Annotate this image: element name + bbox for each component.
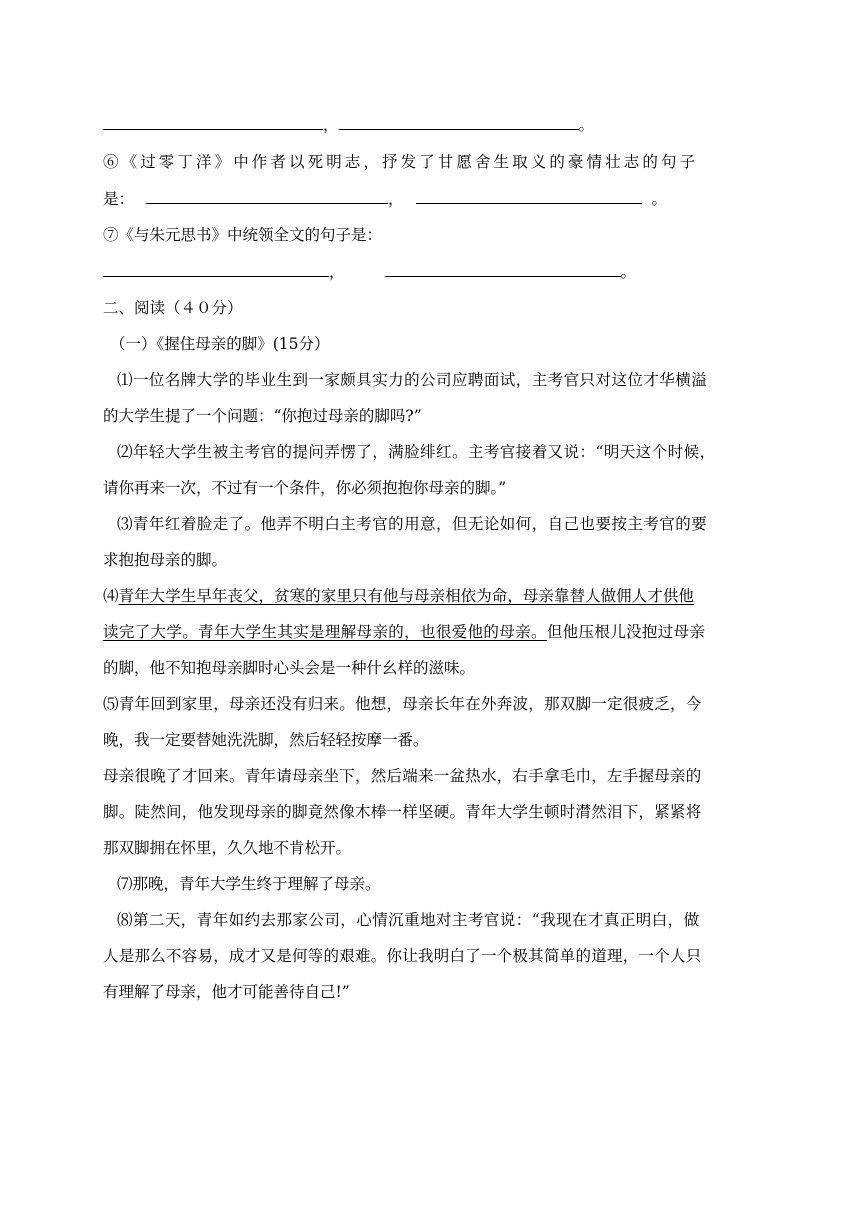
q7-answer-line — [103, 261, 758, 283]
underlined-text: 青年大学生早年丧父，贫寒的家里只有他与母亲相依为命，母亲靠替人做佣人才供他 — [118, 587, 694, 605]
section-title: 二、阅读（４０分） — [103, 299, 243, 317]
paragraph-line: ⑺那晚，青年大学生终于理解了母亲。 — [117, 875, 381, 893]
comma: ， — [388, 190, 404, 208]
paragraph-line: 脚。陡然间，他发现母亲的脚竟然像木棒一样坚硬。青年大学生顿时潸然泪下，紧紧将 — [103, 803, 702, 821]
q6-question: ⑥《过零丁洋》中作者以死明志，抒发了甘愿舍生取义的豪情壮志的句子 — [103, 153, 699, 171]
paragraph-line: 求抱抱母亲的脚。 — [103, 551, 228, 569]
answer-blank[interactable] — [146, 188, 388, 204]
paragraph-line — [103, 621, 758, 643]
paragraph-line: 那双脚拥在怀里，久久地不肯松开。 — [103, 839, 352, 857]
answer-blank[interactable] — [416, 188, 642, 204]
period: 。 — [651, 190, 668, 208]
paragraph-line: 人是那么不容易，成才又是何等的艰难。你让我明白了一个极其简单的道理，一个人只 — [103, 947, 702, 965]
paragraph-line: ⑻第二天，青年如约去那家公司，心情沉重地对主考官说：“我现在才真正明白，做 — [117, 911, 700, 929]
paragraph-line: ⑸青年回到家里，母亲还没有归来。他想，母亲长年在外奔波，那双脚一定很疲乏，今 — [103, 695, 702, 713]
paragraph-line: 晚，我一定要替她洗洗脚，然后轻轻按摩一番。 — [103, 731, 429, 749]
underlined-text: 读完了大学。青年大学生其实是理解母亲的，也很爱他的母亲。 — [103, 623, 547, 641]
q7-question: ⑦《与朱元思书》中统领全文的句子是： — [103, 226, 383, 244]
paragraph-text: 但他压根儿没抱过母亲 — [546, 623, 706, 641]
paragraph-number: ⑷ — [103, 587, 119, 605]
period: 。 — [620, 263, 637, 281]
paragraph-line: ⑵年轻大学生被主考官的提问弄愣了，满脸绯红。主考官接着又说：“明天这个时候， — [117, 443, 716, 461]
period: 。 — [578, 116, 595, 134]
q6-answer-line — [103, 188, 758, 210]
comma: ， — [323, 116, 339, 134]
paragraph-line: 的大学生提了一个问题：“你抱过母亲的脚吗?” — [103, 407, 422, 425]
answer-blank[interactable] — [339, 114, 579, 130]
paragraph-line: 母亲很晚了才回来。青年请母亲坐下，然后端来一盆热水，右手拿毛巾，左手握母亲的 — [103, 767, 702, 785]
paragraph-line: 请你再来一次，不过有一个条件，你必须抱抱你母亲的脚。” — [103, 479, 507, 497]
paragraph-line: ⑶青年红着脸走了。他弄不明白主考官的用意，但无论如何，自己也要按主考官的要 — [117, 515, 708, 533]
q5-answer-line — [103, 114, 758, 136]
paragraph-line: 有理解了母亲，他才可能善待自己!” — [103, 983, 350, 1001]
paragraph-line: 的脚，他不知抱母亲脚时心头会是一种什幺样的滋味。 — [103, 659, 476, 677]
comma: ， — [329, 263, 345, 281]
answer-blank[interactable] — [103, 261, 329, 277]
paragraph-line: ⑴一位名牌大学的毕业生到一家颇具实力的公司应聘面试，主考官只对这位才华横溢 — [117, 371, 708, 389]
answer-blank[interactable] — [385, 261, 621, 277]
answer-blank[interactable] — [103, 114, 323, 130]
paragraph-line — [103, 585, 758, 607]
part-title: （一）《握住母亲的脚》(15分） — [110, 335, 330, 353]
q6-prefix: 是： — [103, 190, 135, 208]
